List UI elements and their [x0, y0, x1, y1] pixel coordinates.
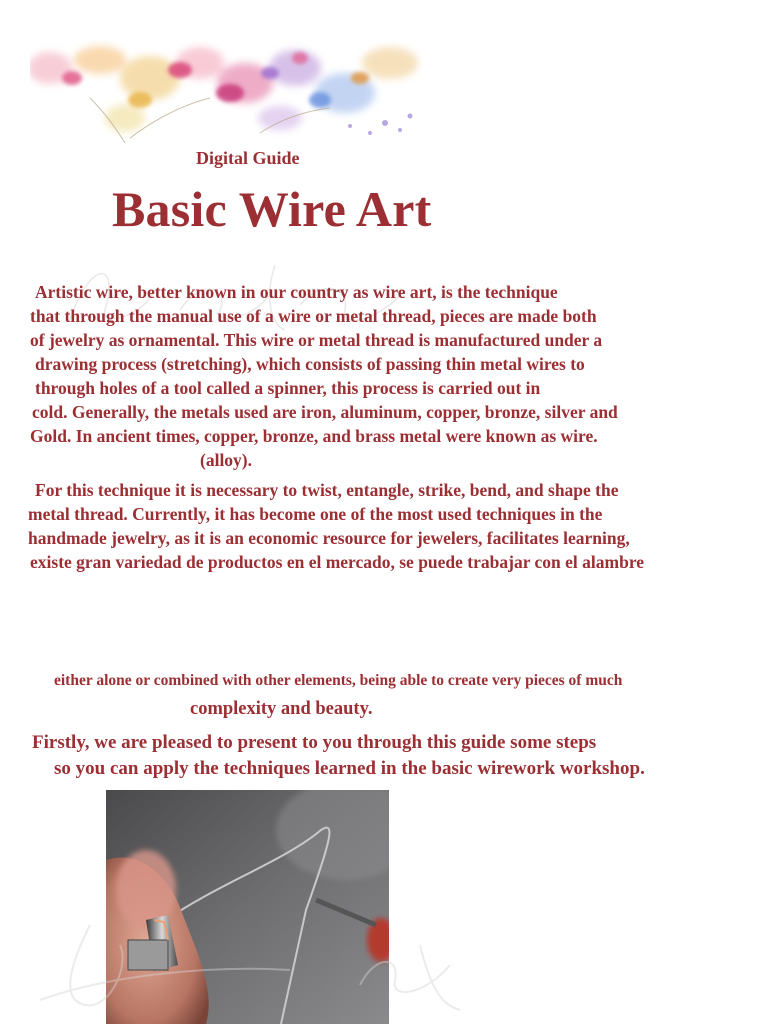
- technique-line: existe gran variedad de productos en el mercado, se puede trabajar con el alambre: [30, 552, 645, 572]
- intro-line: drawing process (stretching), which consists of passing thin metal wires to: [35, 354, 585, 374]
- floral-banner-icon: [30, 38, 426, 148]
- closing-line: so you can apply the techniques learned in the basic wirework workshop.: [54, 758, 645, 779]
- intro-line: (alloy).: [200, 450, 253, 470]
- closing-line: Firstly, we are pleased to present to you through this guide some steps: [32, 732, 597, 753]
- intro-line: Artistic wire, better known in our country as wire art, is the technique: [35, 282, 558, 302]
- combined-line: either alone or combined with other elements, being able to create very pieces of much: [54, 672, 623, 689]
- technique-line: metal thread. Currently, it has become one of the most used techniques in the: [28, 504, 603, 524]
- intro-line: cold. Generally, the metals used are iron, aluminum, copper, bronze, silver and: [32, 402, 618, 422]
- intro-line: Gold. In ancient times, copper, bronze, and brass metal were known as wire.: [30, 426, 598, 446]
- combined-line: complexity and beauty.: [190, 699, 373, 719]
- document-subtitle: Digital Guide: [196, 148, 300, 168]
- document-title: Basic Wire Art: [112, 181, 432, 237]
- intro-line: through holes of a tool called a spinner, this process is carried out in: [35, 378, 541, 398]
- intro-line: of jewelry as ornamental. This wire or metal thread is manufactured under a: [30, 330, 603, 350]
- signature-watermark-icon: [30, 905, 470, 1015]
- technique-line: handmade jewelry, as it is an economic resource for jewelers, facilitates learning,: [28, 528, 630, 548]
- intro-line: that through the manual use of a wire or metal thread, pieces are made both: [30, 306, 597, 326]
- technique-line: For this technique it is necessary to twist, entangle, strike, bend, and shape the: [35, 480, 619, 500]
